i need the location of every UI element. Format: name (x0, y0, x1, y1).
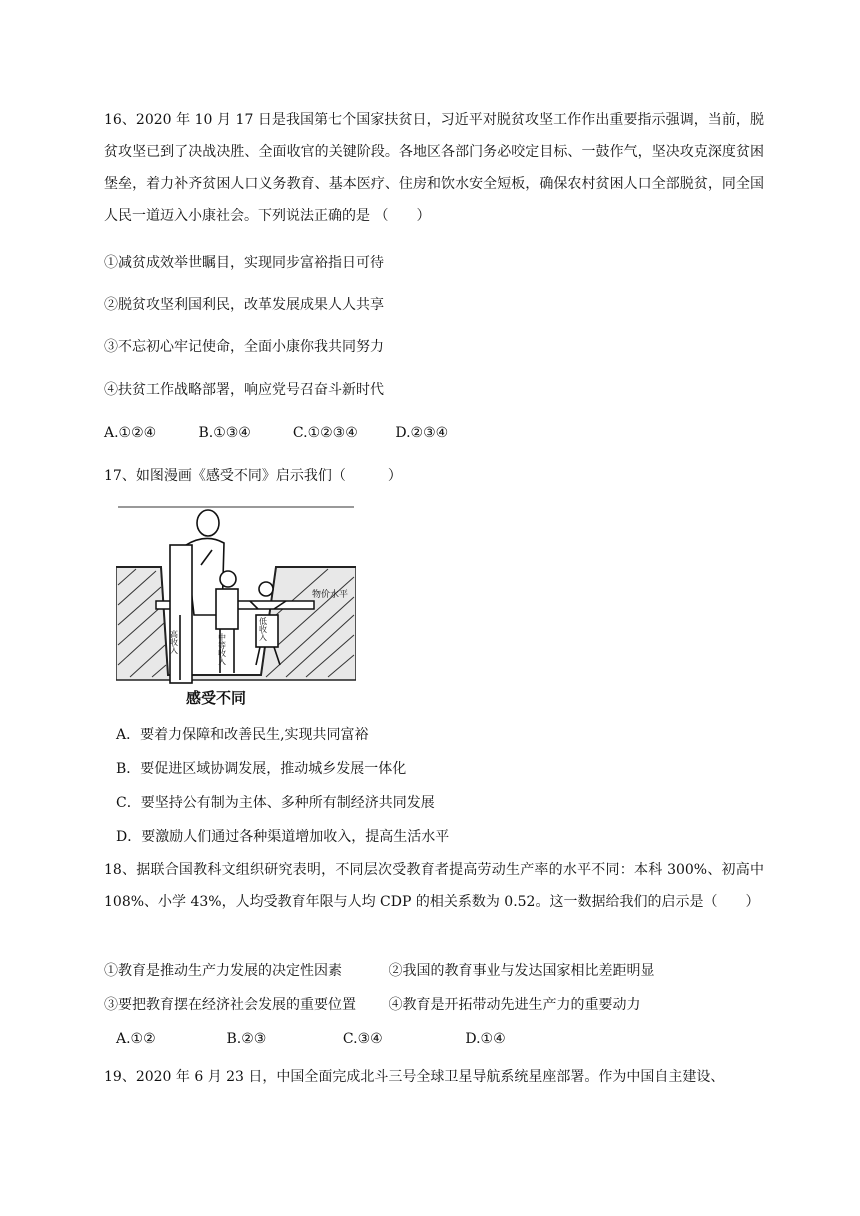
svg-text:低收入: 低收入 (258, 617, 268, 641)
q17-option-b: B．要促进区域协调发展，推动城乡发展一体化 (116, 761, 407, 777)
svg-text:中等收入: 中等收入 (217, 633, 227, 665)
q16-options (104, 423, 764, 443)
q19-stem: 19、2020 年 6 月 23 日，中国全面完成北斗三号全球卫星导航系统星座部署。作为中国自主建设、 (104, 1069, 725, 1085)
comic-label-mid (218, 632, 227, 666)
q17-option-d: D．要激励人们通过各种渠道增加收入，提高生活水平 (116, 829, 450, 845)
comic-caption: 感受不同 (186, 689, 247, 707)
comic-level-label: 物价水平 (312, 590, 349, 600)
q16-item-1: ①减贫成效举世瞩目，实现同步富裕指日可待 (104, 255, 384, 271)
q16-item-3: ③不忘初心牢记使命，全面小康你我共同努力 (104, 339, 384, 355)
q18-item-3: ③要把教育摆在经济社会发展的重要位置 (104, 997, 356, 1013)
comic-label-high (170, 629, 179, 655)
q18-stem: 18、据联合国教科文组织研究表明，不同层次受教育者提高劳动生产率的水平不同：本科 300%、初高中 108%、小学 43%，人均受教育年限与人均 CDP 的相关系数为 0.52。这一数据给我们的启示是（ ） (104, 862, 764, 910)
q16-option-b: B.①③④ (198, 425, 251, 441)
svg-text:高收入: 高收入 (169, 630, 179, 654)
comic-label-low (259, 617, 268, 642)
q16-option-c: C.①②③④ (292, 425, 358, 441)
comic-illustration (116, 505, 356, 710)
q16-option-d: D.②③④ (395, 425, 449, 441)
q16-item-4: ④扶贫工作战略部署，响应党号召奋斗新时代 (104, 382, 384, 398)
q16-item-2: ②脱贫攻坚利国利民，改革发展成果人人共享 (104, 297, 384, 313)
q18-item-4: ④教育是开拓带动先进生产力的重要动力 (388, 997, 641, 1013)
q18-option-b: B.②③ (226, 1031, 267, 1047)
q18-items-row-1 (104, 961, 764, 981)
q17-option-a: A．要着力保障和改善民生,实现共同富裕 (116, 727, 369, 743)
q16-stem: 16、2020 年 10 月 17 日是我国第七个国家扶贫日，习近平对脱贫攻坚工作作出重要指示强调，当前，脱贫攻坚已到了决战决胜、全面收官的关键阶段。各地区各部门务必咬定目标、一鼓作气，坚决攻克深度贫困堡垒，着力补齐贫困人口义务教育、基本医疗、住房和饮水安全短板，确保农村贫困人口全部脱贫，同全国人民一道迈入小康社会。下列说法正确的是 （ ） (104, 112, 764, 224)
q17-option-c: C．要坚持公有制为主体、多种所有制经济共同发展 (116, 795, 435, 811)
q18-option-a: A.①② (116, 1031, 156, 1047)
q16-option-a: A.①②④ (104, 425, 157, 441)
q18-options (116, 1029, 776, 1049)
q18-items-row-2 (104, 995, 764, 1015)
q18-item-1: ①教育是推动生产力发展的决定性因素 (104, 963, 342, 979)
q18-option-c: C.③④ (342, 1031, 383, 1047)
q17-stem: 17、如图漫画《感受不同》启示我们（ ） (104, 468, 402, 484)
q18-item-2: ②我国的教育事业与发达国家相比差距明显 (388, 963, 655, 979)
q18-option-d: D.①④ (465, 1031, 506, 1047)
